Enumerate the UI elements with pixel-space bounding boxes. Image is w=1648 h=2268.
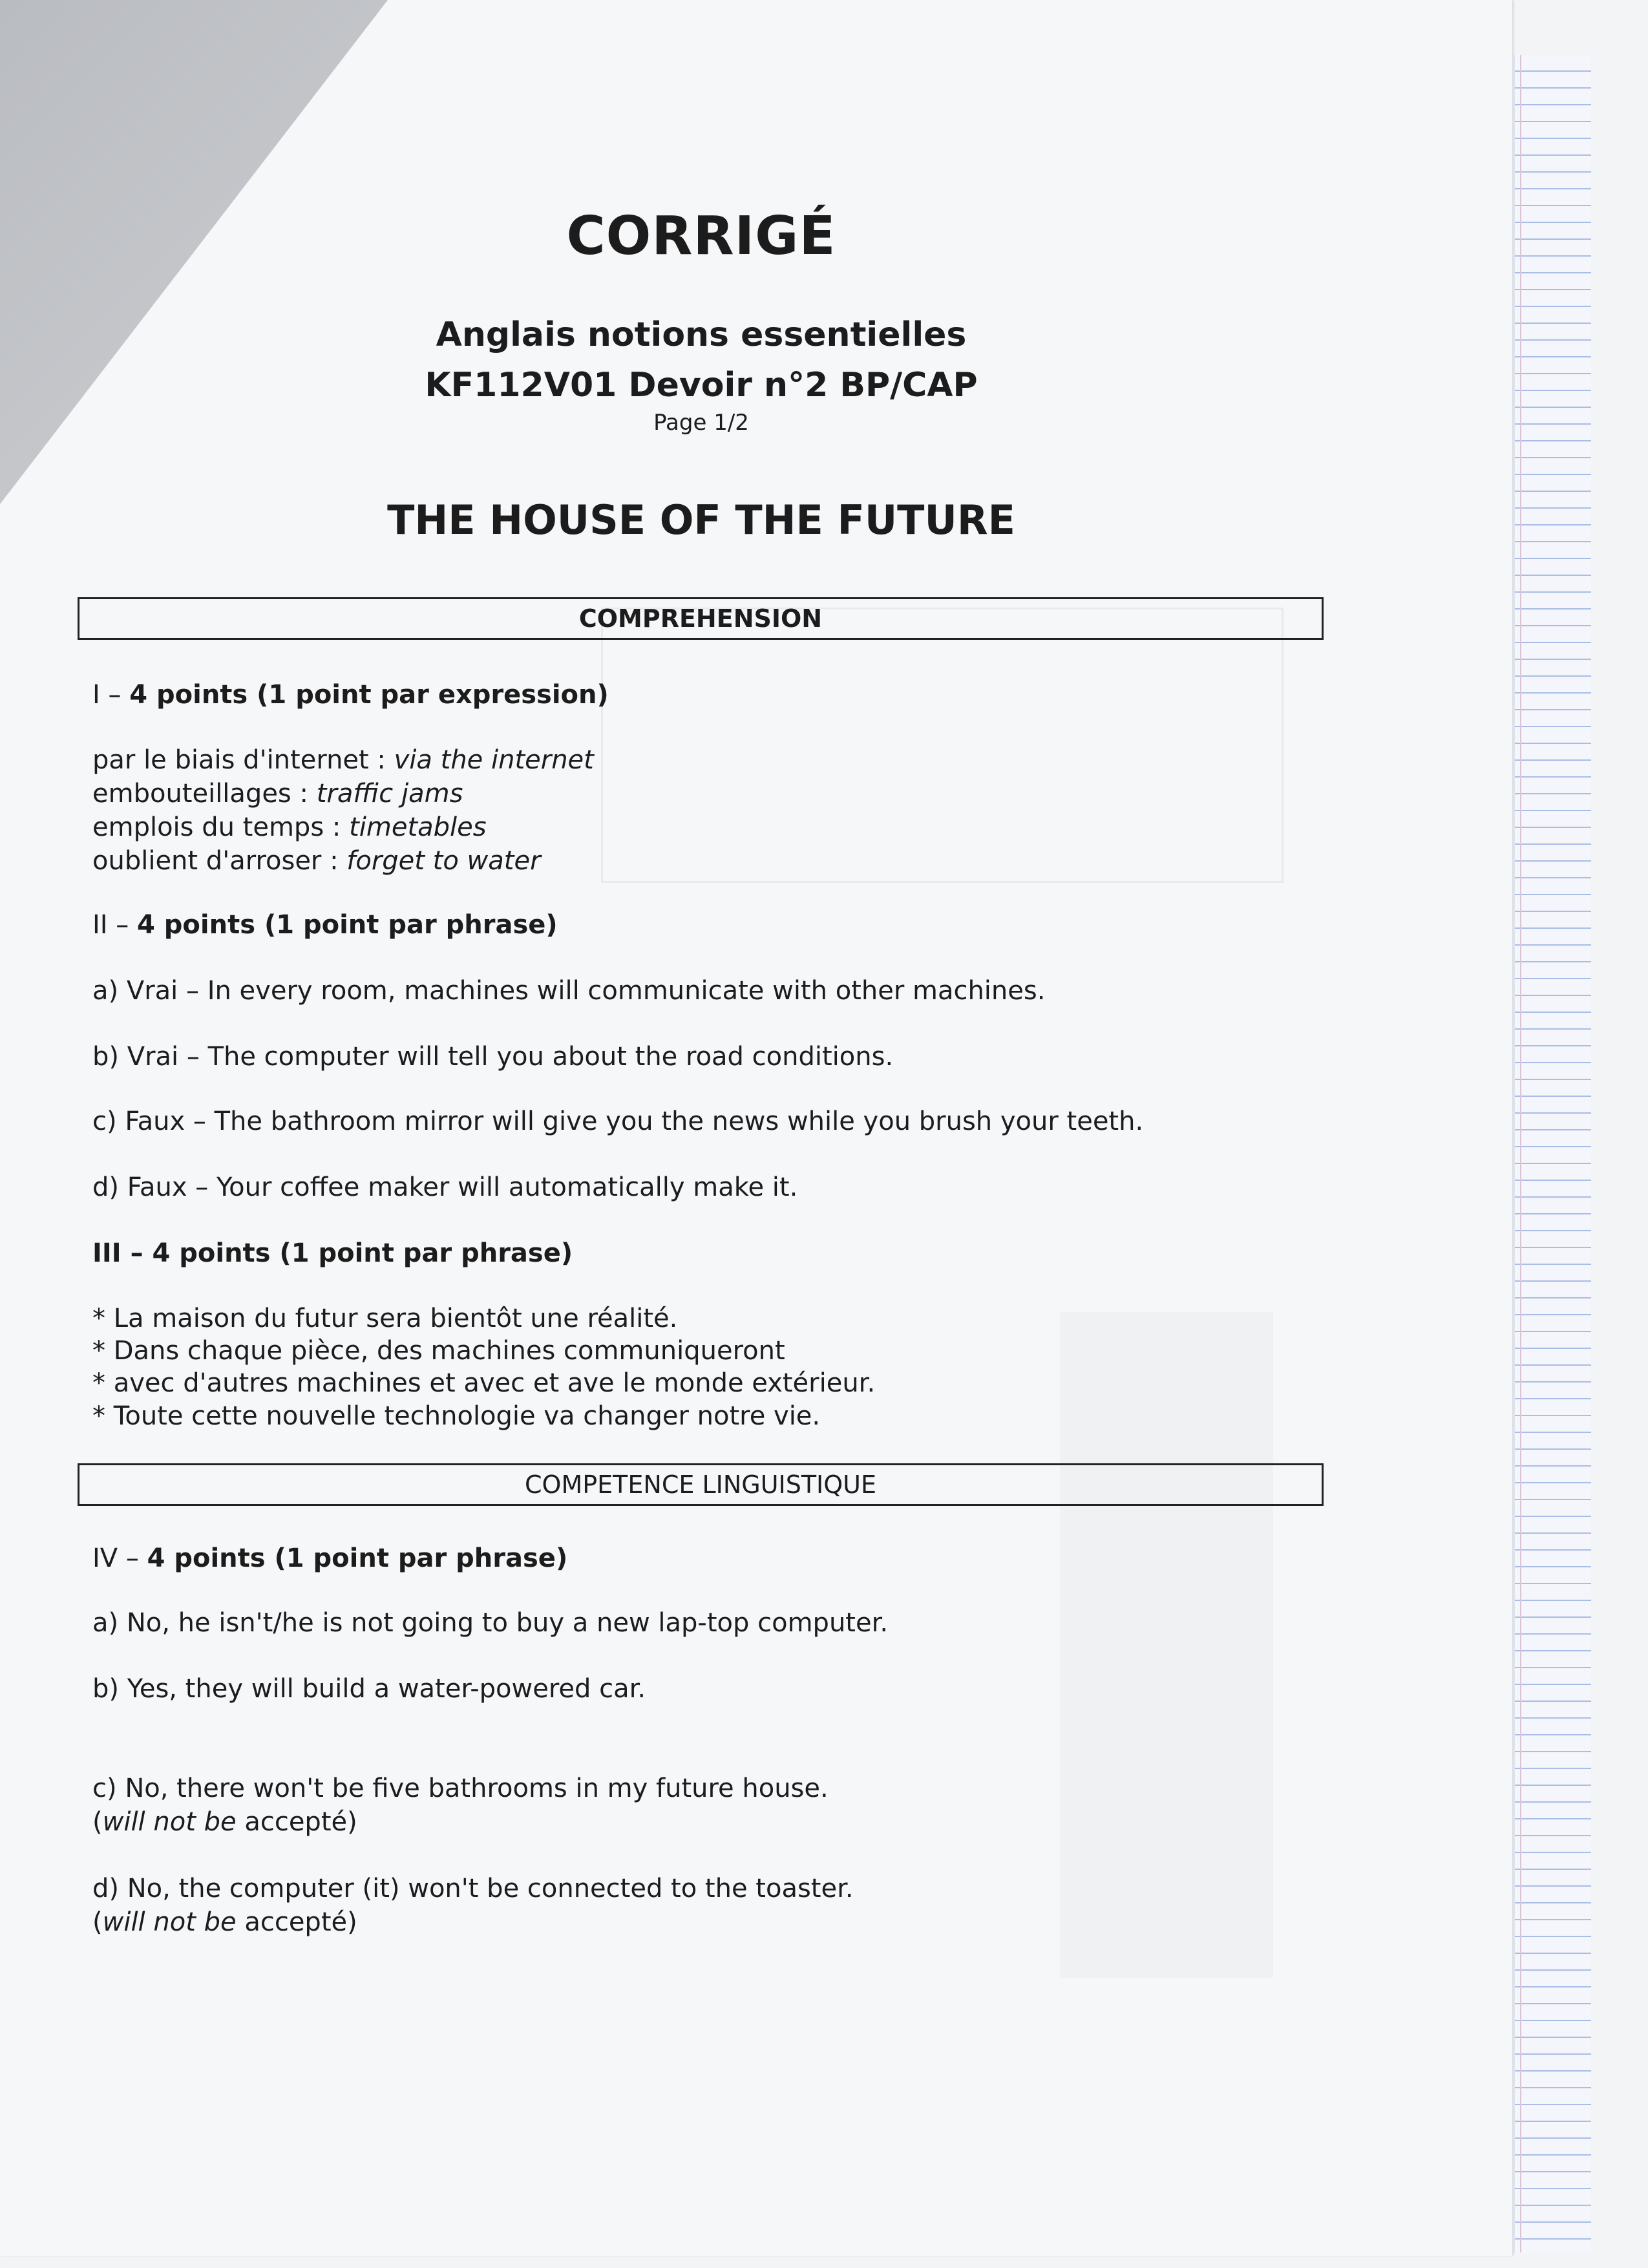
note-d-em: will not be bbox=[102, 1907, 237, 1937]
show-through-shade bbox=[1060, 1312, 1273, 1978]
part2-item-d: d) Faux – Your coffee maker will automatically make it. bbox=[92, 1172, 798, 1202]
part1-item-2-en: traffic jams bbox=[316, 779, 463, 809]
notebook-sheet-edge bbox=[1514, 55, 1591, 2252]
part4-number: IV – bbox=[92, 1543, 147, 1573]
part1-item-4 bbox=[92, 844, 541, 878]
note-c-em: will not be bbox=[102, 1807, 237, 1837]
part1-number: I – bbox=[92, 680, 130, 710]
course-code: KF112V01 Devoir n°2 BP/CAP bbox=[425, 366, 978, 405]
note-c-rest: accepté) bbox=[236, 1807, 357, 1837]
part1-item-4-fr: oublient d'arroser : bbox=[92, 846, 347, 876]
course-name: Anglais notions essentielles bbox=[436, 315, 967, 354]
section-comprehension: COMPREHENSION bbox=[78, 597, 1324, 640]
part1-item-1 bbox=[92, 743, 594, 777]
part1-item-3-fr: emplois du temps : bbox=[92, 812, 350, 842]
part1-item-1-fr: par le biais d'internet : bbox=[92, 745, 394, 775]
part2-heading bbox=[92, 908, 558, 942]
document-title: THE HOUSE OF THE FUTURE bbox=[387, 496, 1015, 544]
part3-heading: III – 4 points (1 point par phrase) bbox=[92, 1238, 573, 1268]
part1-item-3 bbox=[92, 811, 487, 844]
part4-item-a: a) No, he isn't/he is not going to buy a new lap-top computer. bbox=[92, 1608, 889, 1638]
section-competence-linguistique: COMPETENCE LINGUISTIQUE bbox=[78, 1463, 1324, 1506]
notebook-margin-line bbox=[1520, 55, 1521, 2252]
page-number: Page 1/2 bbox=[653, 410, 749, 436]
part3-item-1: * La maison du futur sera bientôt une réalité. bbox=[92, 1304, 678, 1333]
part1-item-4-en: forget to water bbox=[346, 846, 541, 876]
part4-heading bbox=[92, 1542, 567, 1575]
part1-heading bbox=[92, 678, 609, 712]
part3-item-2: * Dans chaque pièce, des machines communiqueront bbox=[92, 1336, 785, 1366]
note-d-open: ( bbox=[92, 1907, 103, 1937]
part1-points: 4 points (1 point par expression) bbox=[129, 680, 609, 710]
show-through-box bbox=[601, 608, 1284, 883]
part2-points: 4 points (1 point par phrase) bbox=[137, 910, 558, 940]
part1-item-2 bbox=[92, 777, 463, 811]
part2-item-a: a) Vrai – In every room, machines will communicate with other machines. bbox=[92, 976, 1046, 1006]
note-c-open: ( bbox=[92, 1807, 103, 1837]
part1-item-3-en: timetables bbox=[349, 812, 487, 842]
part3-item-4: * Toute cette nouvelle technologie va changer notre vie. bbox=[92, 1401, 821, 1431]
part1-item-1-en: via the internet bbox=[394, 745, 594, 775]
part4-points: 4 points (1 point par phrase) bbox=[147, 1543, 568, 1573]
part3-item-3: * avec d'autres machines et avec et ave le monde extérieur. bbox=[92, 1368, 876, 1398]
part4-item-d-note bbox=[92, 1905, 357, 1939]
part2-item-c: c) Faux – The bathroom mirror will give you the news while you brush your teeth. bbox=[92, 1107, 1144, 1136]
part4-item-c: c) No, there won't be five bathrooms in my future house. bbox=[92, 1774, 829, 1803]
part4-item-b: b) Yes, they will build a water-powered car. bbox=[92, 1674, 646, 1704]
page-title: CORRIGÉ bbox=[566, 206, 836, 267]
part4-item-d: d) No, the computer (it) won't be connected to the toaster. bbox=[92, 1874, 854, 1903]
part2-item-b: b) Vrai – The computer will tell you about the road conditions. bbox=[92, 1042, 894, 1072]
part1-item-2-fr: embouteillages : bbox=[92, 779, 317, 809]
part2-number: II – bbox=[92, 910, 138, 940]
part4-item-c-note bbox=[92, 1805, 357, 1839]
note-d-rest: accepté) bbox=[236, 1907, 357, 1937]
